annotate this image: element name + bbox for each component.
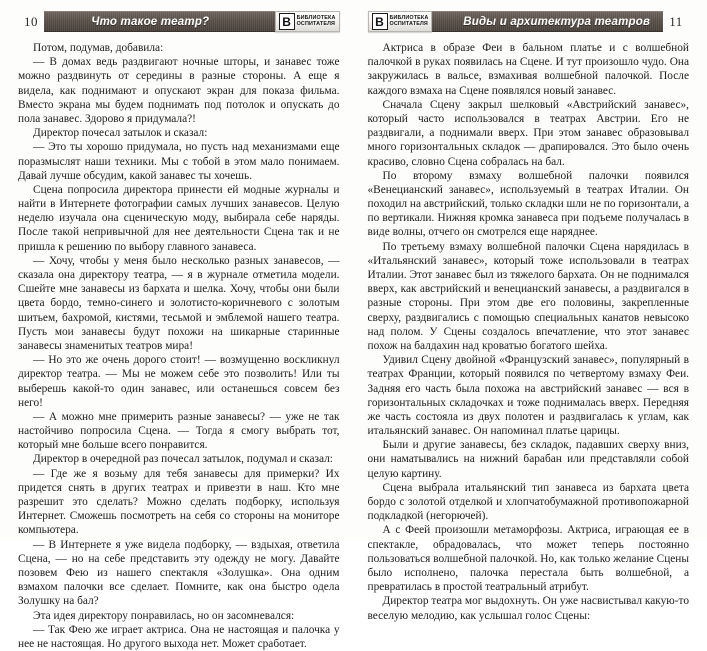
paragraph: — В домах ведь раздвигают ночные шторы, и занавес тоже можно раздвинуть от середины в разные стороны. А еще я видела, как поднимают и опускают экран для показа фильма. Вместо экрана мы будем поднимать под потолок и опускать до пола занавес. Здорово я придумала?! <box>18 55 340 126</box>
paragraph: Актриса в образе Феи в бальном платье и с волшебной палочкой в руках появилась на Сцене. И тут произошло чудо. Она закружилась в вальсе, взмахивая волшебной палочкой. После каждого взмаха на Сцене появлялся новый занавес. <box>368 41 690 98</box>
logo-text-left <box>297 16 336 27</box>
paragraph: Потом, подумав, добавила: <box>18 41 340 55</box>
logo-line-2: ОСПИТАТЕЛЯ <box>390 22 429 28</box>
logo-letter-icon: В <box>279 13 295 30</box>
paragraph: Сцена попросила директора принести ей модные журналы и найти в Интернете фотографии самых лучших занавесов. Целую неделю изучала она сценическую моду, выбирала себе наряды. После такой непривычной для нее деятельности Сцена так и не пришла к решению по выбору главного занавеса. <box>18 183 340 254</box>
page-number-left: 10 <box>18 11 44 32</box>
paragraph: Были и другие занавесы, без складок, падавших сверху вниз, они наматывались на нижний барабан или представляли собой целую картину. <box>368 438 690 481</box>
paragraph: — Где же я возьму для тебя занавесы для примерки? Их придется снять в других театрах и привезти в наш. Кто мне разрешит это сделать? Можно сделать подборку, используя Интернет. Сможешь посмотреть на себя со стороны на мониторе компьютера. <box>18 467 340 538</box>
paragraph: По третьему взмаху волшебной палочки Сцена нарядилась в «Итальянский занавес», который тоже использовали в театрах Италии. Этот занавес был из тяжелого бархата. Он не поднимался вверх, как австрийский и венецианский занавесы, а раздвигался в разные стороны. При этом две его половины, закрепленные сверху, раздвигались с помощью специальных канатов невысоко над полом. У Сцены создалось впечатление, что этот занавес похож на балдахин над кроватью богатого шейха. <box>368 240 690 354</box>
publisher-logo-left <box>275 11 340 32</box>
paragraph: — Хочу, чтобы у меня было несколько разных занавесов, — сказала она директору театра, — я в журнале отметила модели. Сшейте мне занавесы из бархата и шелка. Хочу, чтобы они были цвета бордо, темно-синего и золотисто-коричневого с золотым шитьем, бахромой, кистями, тесьмой и эмблемой нашего театра. Пусть мои занавесы будут похожи на шикарные старинные занавесы знаменитых театров мира! <box>18 254 340 353</box>
header-bar-right <box>432 11 663 32</box>
paragraph: — В Интернете я уже видела подборку, — вздыхая, ответила Сцена, — но на себе представить эту одежду не могу. Давайте позовем Фею из нашего спектакля «Золушка». Она одним взмахом палочки все сделает. Помните, как она быстро одела Золушку на бал? <box>18 538 340 609</box>
paragraph: Директор театра мог выдохнуть. Он уже насвистывал какую-то веселую мелодию, как услышал голос Сцены: <box>368 594 690 622</box>
paragraph: По второму взмаху волшебной палочки появился «Венецианский занавес», используемый в театрах Италии. Он походил на австрийский, только складки шли не по горизонтали, а по вертикали. Нижняя кромка занавеса при подъеме получалась в виде волны, отчего он смотрелся еще наряднее. <box>368 169 690 240</box>
running-header-right <box>368 11 690 32</box>
paragraph: А с Феей произошли метаморфозы. Актриса, играющая ее в спектакле, обрадовалась, что может теперь постоянно пользоваться волшебной палочкой. Но, как только желание Сцены было исполнено, палочка перестала быть волшебной, а превратилась в простой театральный атрибут. <box>368 523 690 594</box>
logo-line-1: БИБЛИОТЕКА <box>297 16 336 22</box>
body-text-right <box>368 41 690 623</box>
paragraph: Эта идея директору понравилась, но он засомневался: <box>18 609 340 623</box>
paragraph: Сцена выбрала итальянский тип занавеса из бархата цвета бордо с золотой отделкой и хлопчатобумажной противопожарной подкладкой (негорючей). <box>368 481 690 524</box>
body-text-left <box>18 41 340 651</box>
running-title-right: Виды и архитектура театров <box>432 16 663 28</box>
paragraph: Сначала Сцену закрыл шелковый «Австрийский занавес», который часто использовался в театрах Австрии. Его не раздвигали, а поднимали вверх. При этом занавес образовывал много горизонтальных складок — драпировался. Это было очень красиво, словно Сцена собралась на бал. <box>368 98 690 169</box>
logo-letter-icon: В <box>372 13 388 30</box>
page-left <box>0 0 354 540</box>
logo-line-2: ОСПИТАТЕЛЯ <box>297 22 336 28</box>
header-bar-left <box>44 11 275 32</box>
publisher-logo-right <box>368 11 433 32</box>
page-number-right: 11 <box>663 11 689 32</box>
running-title-left: Что такое театр? <box>44 16 275 28</box>
paragraph: Директор в очередной раз почесал затылок, подумал и сказал: <box>18 452 340 466</box>
paragraph: — Это ты хорошо придумала, но пусть над механизмами еще поразмыслят наши техники. Мы с тобой в этом мало понимаем. Давай лучше обсудим, какой занавес ты хочешь. <box>18 140 340 183</box>
paragraph: — А можно мне примерить разные занавесы? — уже не так настойчиво попросила Сцена. — Тогда я смогу выбрать тот, который мне больше всего понравится. <box>18 410 340 453</box>
logo-text-right <box>390 16 429 27</box>
paragraph: Удивил Сцену двойной «Французский занавес», популярный в театрах Франции, который появился по четвертому взмаху Феи. Задняя его часть была похожа на австрийский занавес — вся в горизонтальных складочках и тоже поднималась вверх. Передняя же часть состояла из двух полотен и раздвигалась к углам, как итальянский занавес. Он напоминал платье царицы. <box>368 353 690 438</box>
paragraph: Директор почесал затылок и сказал: <box>18 126 340 140</box>
logo-line-1: БИБЛИОТЕКА <box>390 16 429 22</box>
paragraph: — Так Фею же играет актриса. Она не настоящая и палочка у нее не настоящая. Но другого выхода нет. Может сработает. <box>18 623 340 651</box>
page-right <box>354 0 707 540</box>
running-header-left <box>18 11 340 32</box>
paragraph: — Но это же очень дорого стоит! — возмущенно воскликнул директор театра. — Мы не можем себе это позволить! Или ты выберешь какой-то один занавес, или останешься совсем без него! <box>18 353 340 410</box>
